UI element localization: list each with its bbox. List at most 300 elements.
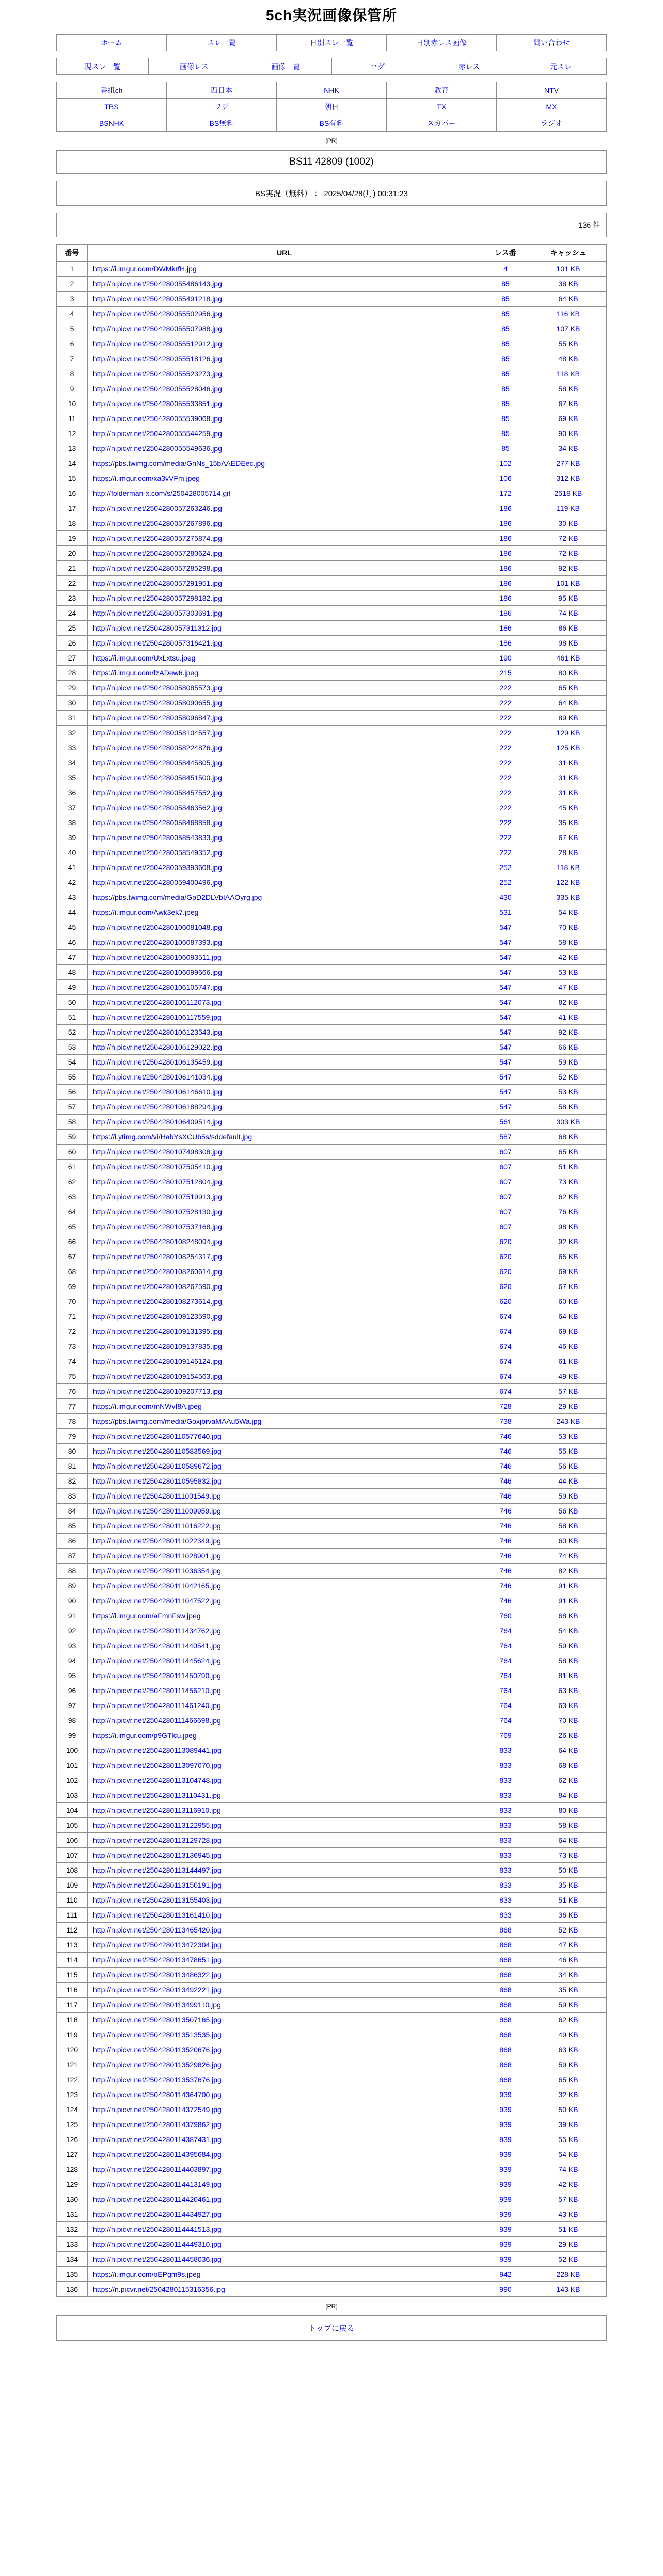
res-number-link[interactable]: 222 xyxy=(499,803,512,812)
channel-item[interactable] xyxy=(497,82,607,99)
image-url-link[interactable]: http://n.picvr.net/2504280111440541.jpg xyxy=(93,1641,221,1650)
cache-size-link[interactable]: 35 KB xyxy=(558,1881,578,1889)
res-number-link[interactable]: 186 xyxy=(499,609,512,617)
image-url-link[interactable]: http://n.picvr.net/2504280113116910.jpg xyxy=(93,1806,221,1814)
res-number-link[interactable]: 833 xyxy=(499,1851,512,1859)
channel-link[interactable]: 教育 xyxy=(434,86,449,94)
cache-size-link[interactable]: 63 KB xyxy=(558,2046,578,2054)
image-url-link[interactable]: http://n.picvr.net/2504280057267896.jpg xyxy=(93,519,222,527)
res-number-link[interactable]: 222 xyxy=(499,684,512,692)
res-number-link[interactable]: 222 xyxy=(499,744,512,752)
res-number-link[interactable]: 868 xyxy=(499,1986,512,1994)
cache-size-link[interactable]: 38 KB xyxy=(558,280,578,288)
image-url-link[interactable]: https://i.imgur.com/mNWvI8A.jpeg xyxy=(93,1402,202,1410)
cache-size-link[interactable]: 26 KB xyxy=(558,1731,578,1740)
res-number-link[interactable]: 172 xyxy=(499,489,512,497)
res-number-link[interactable]: 222 xyxy=(499,774,512,782)
cache-size-link[interactable]: 91 KB xyxy=(558,1582,578,1590)
cache-size-link[interactable]: 51 KB xyxy=(558,1896,578,1904)
channel-item[interactable] xyxy=(497,99,607,115)
image-url-link[interactable]: http://n.picvr.net/2504280106141034.jpg xyxy=(93,1073,222,1081)
res-number-link[interactable]: 102 xyxy=(499,459,512,468)
res-number-link[interactable]: 764 xyxy=(499,1701,512,1710)
res-number-link[interactable]: 547 xyxy=(499,1013,512,1021)
cache-size-link[interactable]: 86 KB xyxy=(558,624,578,632)
res-number-link[interactable]: 186 xyxy=(499,504,512,512)
image-url-link[interactable]: https://pbs.twimg.com/media/GnNs_15bAAEDEec.jpg xyxy=(93,459,265,468)
image-url-link[interactable]: http://n.picvr.net/2504280113472304.jpg xyxy=(93,1941,222,1949)
image-url-link[interactable]: http://n.picvr.net/2504280057311312.jpg xyxy=(93,624,222,632)
cache-size-link[interactable]: 54 KB xyxy=(558,2150,578,2159)
res-number-link[interactable]: 222 xyxy=(499,699,512,707)
cache-size-link[interactable]: 31 KB xyxy=(558,788,578,797)
res-number-link[interactable]: 746 xyxy=(499,1447,512,1455)
cache-size-link[interactable]: 59 KB xyxy=(558,1058,578,1066)
image-url-link[interactable]: http://n.picvr.net/2504280106188294.jpg xyxy=(93,1103,222,1111)
image-url-link[interactable]: http://n.picvr.net/2504280107505410.jpg xyxy=(93,1163,222,1171)
image-url-link[interactable]: http://n.picvr.net/2504280058543833.jpg xyxy=(93,833,222,842)
cache-size-link[interactable]: 57 KB xyxy=(558,2195,578,2203)
image-url-link[interactable]: http://n.picvr.net/2504280057285298.jpg xyxy=(93,564,222,572)
cache-size-link[interactable]: 118 KB xyxy=(557,863,580,872)
res-number-link[interactable]: 547 xyxy=(499,983,512,991)
cache-size-link[interactable]: 53 KB xyxy=(558,1088,578,1096)
cache-size-link[interactable]: 49 KB xyxy=(558,1372,578,1380)
image-url-link[interactable]: http://n.picvr.net/2504280111434762.jpg xyxy=(93,1627,221,1635)
cache-size-link[interactable]: 92 KB xyxy=(558,1028,578,1036)
res-number-link[interactable]: 833 xyxy=(499,1806,512,1814)
image-url-link[interactable]: http://n.picvr.net/2504280055549636.jpg xyxy=(93,444,222,453)
cache-size-link[interactable]: 68 KB xyxy=(558,1761,578,1769)
cache-size-link[interactable]: 53 KB xyxy=(558,1432,578,1440)
res-number-link[interactable]: 939 xyxy=(499,2135,512,2144)
res-number-link[interactable]: 106 xyxy=(499,474,512,482)
res-number-link[interactable]: 547 xyxy=(499,1028,512,1036)
cache-size-link[interactable]: 243 KB xyxy=(556,1417,580,1425)
image-url-link[interactable]: http://n.picvr.net/2504280106129022.jpg xyxy=(93,1043,222,1051)
image-url-link[interactable]: http://n.picvr.net/2504280106117559.jpg xyxy=(93,1013,222,1021)
cache-size-link[interactable]: 82 KB xyxy=(558,998,578,1006)
cache-size-link[interactable]: 31 KB xyxy=(558,759,578,767)
res-number-link[interactable]: 746 xyxy=(499,1462,512,1470)
image-url-link[interactable]: http://n.picvr.net/2504280106112073.jpg xyxy=(93,998,222,1006)
image-url-link[interactable]: http://n.picvr.net/2504280111016222.jpg xyxy=(93,1522,221,1530)
cache-size-link[interactable]: 29 KB xyxy=(558,1402,578,1410)
res-number-link[interactable]: 607 xyxy=(499,1163,512,1171)
cache-size-link[interactable]: 118 KB xyxy=(557,369,580,378)
res-number-link[interactable]: 547 xyxy=(499,1058,512,1066)
channel-item[interactable] xyxy=(57,115,167,132)
cache-size-link[interactable]: 73 KB xyxy=(558,1851,578,1859)
image-url-link[interactable]: http://n.picvr.net/2504280111042165.jpg xyxy=(93,1582,221,1590)
cache-size-link[interactable]: 72 KB xyxy=(558,549,578,557)
res-number-link[interactable]: 939 xyxy=(499,2180,512,2188)
cache-size-link[interactable]: 122 KB xyxy=(556,878,580,887)
image-url-link[interactable]: http://n.picvr.net/2504280109131395.jpg xyxy=(93,1327,222,1335)
image-url-link[interactable]: http://n.picvr.net/2504280113097070.jpg xyxy=(93,1761,222,1769)
res-number-link[interactable]: 587 xyxy=(499,1133,512,1141)
res-number-link[interactable]: 833 xyxy=(499,1746,512,1754)
res-number-link[interactable]: 547 xyxy=(499,953,512,961)
res-number-link[interactable]: 769 xyxy=(499,1731,512,1740)
image-url-link[interactable]: http://n.picvr.net/2504280114458036.jpg xyxy=(93,2255,222,2263)
res-number-link[interactable]: 764 xyxy=(499,1686,512,1695)
image-url-link[interactable]: http://n.picvr.net/2504280057291951.jpg xyxy=(93,579,222,587)
res-number-link[interactable]: 186 xyxy=(499,564,512,572)
res-number-link[interactable]: 833 xyxy=(499,1896,512,1904)
cache-size-link[interactable]: 312 KB xyxy=(556,474,580,482)
back-to-top-box[interactable] xyxy=(56,2315,607,2341)
image-url-link[interactable]: http://n.picvr.net/2504280109146124.jpg xyxy=(93,1357,222,1365)
menu-item[interactable] xyxy=(277,35,387,51)
cache-size-link[interactable]: 56 KB xyxy=(558,1462,578,1470)
res-number-link[interactable]: 939 xyxy=(499,2120,512,2129)
image-url-link[interactable]: http://n.picvr.net/2504280055518126.jpg xyxy=(93,355,222,363)
cache-size-link[interactable]: 65 KB xyxy=(558,684,578,692)
image-url-link[interactable]: http://n.picvr.net/2504280110595832.jpg xyxy=(93,1477,222,1485)
cache-size-link[interactable]: 44 KB xyxy=(558,1477,578,1485)
image-url-link[interactable]: http://n.picvr.net/2504280055544259.jpg xyxy=(93,429,222,438)
res-number-link[interactable]: 607 xyxy=(499,1208,512,1216)
res-number-link[interactable]: 222 xyxy=(499,788,512,797)
cache-size-link[interactable]: 81 KB xyxy=(558,1671,578,1680)
cache-size-link[interactable]: 34 KB xyxy=(558,1971,578,1979)
res-number-link[interactable]: 186 xyxy=(499,579,512,587)
cache-size-link[interactable]: 107 KB xyxy=(556,325,580,333)
image-url-link[interactable]: https://pbs.twimg.com/media/GoxjbrvaMAAu5Wa.jpg xyxy=(93,1417,262,1425)
cache-size-link[interactable]: 62 KB xyxy=(558,1776,578,1784)
res-number-link[interactable]: 764 xyxy=(499,1627,512,1635)
cache-size-link[interactable]: 55 KB xyxy=(558,340,578,348)
image-url-link[interactable]: http://n.picvr.net/2504280058463562.jpg xyxy=(93,803,222,812)
res-number-link[interactable]: 252 xyxy=(499,863,512,872)
image-url-link[interactable]: http://n.picvr.net/2504280055523273.jpg xyxy=(93,369,222,378)
image-url-link[interactable]: http://n.picvr.net/2504280111009959.jpg xyxy=(93,1507,221,1515)
cache-size-link[interactable]: 60 KB xyxy=(558,1297,578,1306)
res-number-link[interactable]: 186 xyxy=(499,639,512,647)
res-number-link[interactable]: 85 xyxy=(501,340,510,348)
cache-size-link[interactable]: 43 KB xyxy=(558,2210,578,2218)
cache-size-link[interactable]: 73 KB xyxy=(558,1178,578,1186)
image-url-link[interactable]: http://n.picvr.net/2504280057280624.jpg xyxy=(93,549,222,557)
image-url-link[interactable]: http://n.picvr.net/2504280113465420.jpg xyxy=(93,1926,222,1934)
image-url-link[interactable]: http://n.picvr.net/2504280113507165.jpg xyxy=(93,2016,222,2024)
cache-size-link[interactable]: 41 KB xyxy=(558,1013,578,1021)
submenu-item[interactable] xyxy=(240,58,332,75)
cache-size-link[interactable]: 68 KB xyxy=(558,1612,578,1620)
res-number-link[interactable]: 531 xyxy=(499,908,512,916)
cache-size-link[interactable]: 35 KB xyxy=(558,1986,578,1994)
channel-item[interactable] xyxy=(277,99,387,115)
submenu-item[interactable] xyxy=(423,58,515,75)
res-number-link[interactable]: 222 xyxy=(499,848,512,857)
image-url-link[interactable]: http://n.picvr.net/2504280057263246.jpg xyxy=(93,504,222,512)
cache-size-link[interactable]: 62 KB xyxy=(558,2016,578,2024)
cache-size-link[interactable]: 65 KB xyxy=(558,1148,578,1156)
cache-size-link[interactable]: 90 KB xyxy=(558,429,578,438)
submenu-item-link[interactable]: 画像一覧 xyxy=(271,62,301,71)
image-url-link[interactable]: http://n.picvr.net/2504280106099666.jpg xyxy=(93,968,222,976)
cache-size-link[interactable]: 70 KB xyxy=(558,923,578,931)
res-number-link[interactable]: 868 xyxy=(499,1971,512,1979)
res-number-link[interactable]: 868 xyxy=(499,1941,512,1949)
image-url-link[interactable]: http://n.picvr.net/2504280114395684.jpg xyxy=(93,2150,222,2159)
cache-size-link[interactable]: 129 KB xyxy=(556,729,580,737)
res-number-link[interactable]: 85 xyxy=(501,429,510,438)
res-number-link[interactable]: 942 xyxy=(499,2270,512,2278)
image-url-link[interactable]: http://n.picvr.net/2504280057316421.jpg xyxy=(93,639,222,647)
menu-item-link[interactable]: 日別赤レス画像 xyxy=(416,38,467,47)
cache-size-link[interactable]: 28 KB xyxy=(558,848,578,857)
cache-size-link[interactable]: 101 KB xyxy=(556,579,580,587)
channel-item[interactable] xyxy=(57,82,167,99)
submenu-item-link[interactable]: 画像レス xyxy=(179,62,209,71)
image-url-link[interactable]: http://n.picvr.net/2504280058085573.jpg xyxy=(93,684,222,692)
channel-link[interactable]: NHK xyxy=(324,86,339,94)
res-number-link[interactable]: 547 xyxy=(499,1103,512,1111)
res-number-link[interactable]: 607 xyxy=(499,1222,512,1231)
image-url-link[interactable]: http://n.picvr.net/2504280058090655.jpg xyxy=(93,699,222,707)
cache-size-link[interactable]: 54 KB xyxy=(558,908,578,916)
res-number-link[interactable]: 620 xyxy=(499,1282,512,1291)
menu-item-link[interactable]: 問い合わせ xyxy=(533,38,570,47)
cache-size-link[interactable]: 69 KB xyxy=(558,1327,578,1335)
res-number-link[interactable]: 939 xyxy=(499,2105,512,2114)
image-url-link[interactable]: https://i.imgur.com/Awk3ek7.jpeg xyxy=(93,908,199,916)
image-url-link[interactable]: http://n.picvr.net/2504280106123543.jpg xyxy=(93,1028,222,1036)
cache-size-link[interactable]: 64 KB xyxy=(558,1836,578,1844)
cache-size-link[interactable]: 80 KB xyxy=(558,1806,578,1814)
image-url-link[interactable]: http://n.picvr.net/2504280113155403.jpg xyxy=(93,1896,222,1904)
cache-size-link[interactable]: 95 KB xyxy=(558,594,578,602)
image-url-link[interactable]: http://n.picvr.net/2504280114403897.jpg xyxy=(93,2165,222,2174)
back-to-top-link[interactable]: トップに戻る xyxy=(308,2324,355,2333)
res-number-link[interactable]: 85 xyxy=(501,280,510,288)
cache-size-link[interactable]: 84 KB xyxy=(558,1791,578,1799)
image-url-link[interactable]: http://n.picvr.net/2504280113122955.jpg xyxy=(93,1821,222,1829)
image-url-link[interactable]: http://n.picvr.net/2504280107512804.jpg xyxy=(93,1178,222,1186)
image-url-link[interactable]: http://n.picvr.net/2504280107519913.jpg xyxy=(93,1193,222,1201)
res-number-link[interactable]: 939 xyxy=(499,2090,512,2099)
cache-size-link[interactable]: 58 KB xyxy=(558,384,578,393)
image-url-link[interactable]: http://n.picvr.net/2504280111456210.jpg xyxy=(93,1686,221,1695)
cache-size-link[interactable]: 64 KB xyxy=(558,295,578,303)
res-number-link[interactable]: 620 xyxy=(499,1252,512,1261)
cache-size-link[interactable]: 76 KB xyxy=(558,1208,578,1216)
image-url-link[interactable]: http://n.picvr.net/2504280110583569.jpg xyxy=(93,1447,222,1455)
res-number-link[interactable]: 746 xyxy=(499,1522,512,1530)
image-url-link[interactable]: http://n.picvr.net/2504280055512912.jpg xyxy=(93,340,222,348)
res-number-link[interactable]: 186 xyxy=(499,594,512,602)
image-url-link[interactable]: http://n.picvr.net/2504280055528046.jpg xyxy=(93,384,222,393)
cache-size-link[interactable]: 46 KB xyxy=(558,1956,578,1964)
image-url-link[interactable]: http://folderman-x.com/s/250428005714.gif xyxy=(93,489,231,497)
cache-size-link[interactable]: 116 KB xyxy=(557,310,580,318)
res-number-link[interactable]: 607 xyxy=(499,1148,512,1156)
res-number-link[interactable]: 674 xyxy=(499,1342,512,1350)
channel-link[interactable]: BSNHK xyxy=(99,119,124,127)
res-number-link[interactable]: 186 xyxy=(499,624,512,632)
res-number-link[interactable]: 746 xyxy=(499,1477,512,1485)
res-number-link[interactable]: 547 xyxy=(499,968,512,976)
res-number-link[interactable]: 833 xyxy=(499,1761,512,1769)
res-number-link[interactable]: 674 xyxy=(499,1327,512,1335)
cache-size-link[interactable]: 52 KB xyxy=(558,1073,578,1081)
submenu-item-link[interactable]: 赤レス xyxy=(458,62,480,71)
cache-size-link[interactable]: 64 KB xyxy=(558,699,578,707)
channel-item[interactable] xyxy=(387,99,497,115)
image-url-link[interactable]: https://pbs.twimg.com/media/GpD2DLVbIAAOyrg.jpg xyxy=(93,893,262,901)
channel-item[interactable] xyxy=(277,115,387,132)
res-number-link[interactable]: 868 xyxy=(499,2046,512,2054)
res-number-link[interactable]: 186 xyxy=(499,549,512,557)
menu-item-link[interactable]: スレ一覧 xyxy=(207,38,236,47)
res-number-link[interactable]: 85 xyxy=(501,369,510,378)
res-number-link[interactable]: 85 xyxy=(501,325,510,333)
image-url-link[interactable]: http://n.picvr.net/2504280111047522.jpg xyxy=(93,1597,221,1605)
res-number-link[interactable]: 833 xyxy=(499,1911,512,1919)
cache-size-link[interactable]: 277 KB xyxy=(556,459,580,468)
res-number-link[interactable]: 833 xyxy=(499,1821,512,1829)
image-url-link[interactable]: http://n.picvr.net/2504280059400496.jpg xyxy=(93,878,222,887)
cache-size-link[interactable]: 101 KB xyxy=(556,265,580,273)
cache-size-link[interactable]: 46 KB xyxy=(558,1342,578,1350)
image-url-link[interactable]: http://n.picvr.net/2504280111001549.jpg xyxy=(93,1492,221,1500)
cache-size-link[interactable]: 58 KB xyxy=(558,1522,578,1530)
cache-size-link[interactable]: 55 KB xyxy=(558,2135,578,2144)
cache-size-link[interactable]: 58 KB xyxy=(558,1821,578,1829)
cache-size-link[interactable]: 39 KB xyxy=(558,2120,578,2129)
image-url-link[interactable]: http://n.picvr.net/2504280107528130.jpg xyxy=(93,1208,222,1216)
submenu-item[interactable] xyxy=(332,58,423,75)
channel-item[interactable] xyxy=(387,82,497,99)
image-url-link[interactable]: http://n.picvr.net/2504280106409514.jpg xyxy=(93,1118,222,1126)
image-url-link[interactable]: http://n.picvr.net/2504280058468858.jpg xyxy=(93,818,222,827)
res-number-link[interactable]: 547 xyxy=(499,1043,512,1051)
cache-size-link[interactable]: 47 KB xyxy=(558,983,578,991)
image-url-link[interactable]: http://n.picvr.net/2504280113129728.jpg xyxy=(93,1836,222,1844)
channel-link[interactable]: ラジオ xyxy=(541,119,562,127)
channel-item[interactable] xyxy=(57,99,167,115)
image-url-link[interactable]: http://n.picvr.net/2504280113136945.jpg xyxy=(93,1851,222,1859)
image-url-link[interactable]: http://n.picvr.net/2504280113529826.jpg xyxy=(93,2060,222,2069)
image-url-link[interactable]: http://n.picvr.net/2504280058224876.jpg xyxy=(93,744,222,752)
image-url-link[interactable]: http://n.picvr.net/2504280113104748.jpg xyxy=(93,1776,222,1784)
image-url-link[interactable]: http://n.picvr.net/2504280055491218.jpg xyxy=(93,295,222,303)
image-url-link[interactable]: https://i.ytimg.com/vi/HabYsXCUb5s/sddefault.jpg xyxy=(93,1133,252,1141)
cache-size-link[interactable]: 62 KB xyxy=(558,1193,578,1201)
image-url-link[interactable]: http://n.picvr.net/2504280114387431.jpg xyxy=(93,2135,222,2144)
image-url-link[interactable]: http://n.picvr.net/2504280058096847.jpg xyxy=(93,714,222,722)
cache-size-link[interactable]: 48 KB xyxy=(558,355,578,363)
channel-link[interactable]: 朝日 xyxy=(324,102,339,111)
cache-size-link[interactable]: 72 KB xyxy=(558,534,578,542)
image-url-link[interactable]: http://n.picvr.net/2504280113492221.jpg xyxy=(93,1986,222,1994)
image-url-link[interactable]: http://n.picvr.net/2504280058445805.jpg xyxy=(93,759,222,767)
image-url-link[interactable]: http://n.picvr.net/2504280108248094.jpg xyxy=(93,1237,222,1246)
cache-size-link[interactable]: 92 KB xyxy=(558,1237,578,1246)
res-number-link[interactable]: 620 xyxy=(499,1297,512,1306)
image-url-link[interactable]: https://i.imgur.com/DWMkrfH.jpg xyxy=(93,265,197,273)
image-url-link[interactable]: http://n.picvr.net/2504280111022349.jpg xyxy=(93,1537,221,1545)
cache-size-link[interactable]: 65 KB xyxy=(558,2075,578,2084)
channel-item[interactable] xyxy=(387,115,497,132)
res-number-link[interactable]: 190 xyxy=(499,654,512,662)
image-url-link[interactable]: http://n.picvr.net/2504280106135459.jpg xyxy=(93,1058,222,1066)
res-number-link[interactable]: 833 xyxy=(499,1776,512,1784)
image-url-link[interactable]: http://n.picvr.net/2504280106087393.jpg xyxy=(93,938,222,946)
res-number-link[interactable]: 674 xyxy=(499,1372,512,1380)
res-number-link[interactable]: 222 xyxy=(499,759,512,767)
channel-item[interactable] xyxy=(167,99,277,115)
image-url-link[interactable]: https://i.imgur.com/fzADew6.jpeg xyxy=(93,669,198,677)
res-number-link[interactable]: 764 xyxy=(499,1656,512,1665)
image-url-link[interactable]: http://n.picvr.net/2504280111445624.jpg xyxy=(93,1656,221,1665)
res-number-link[interactable]: 746 xyxy=(499,1492,512,1500)
menu-item-link[interactable]: 日別スレ一覧 xyxy=(310,38,353,47)
channel-link[interactable]: MX xyxy=(546,102,557,111)
menu-item[interactable] xyxy=(497,35,607,51)
res-number-link[interactable]: 939 xyxy=(499,2195,512,2203)
cache-size-link[interactable]: 32 KB xyxy=(558,2090,578,2099)
res-number-link[interactable]: 939 xyxy=(499,2225,512,2233)
cache-size-link[interactable]: 63 KB xyxy=(558,1686,578,1695)
cache-size-link[interactable]: 34 KB xyxy=(558,444,578,453)
cache-size-link[interactable]: 58 KB xyxy=(558,938,578,946)
cache-size-link[interactable]: 67 KB xyxy=(558,833,578,842)
menu-item[interactable] xyxy=(57,35,167,51)
submenu-item-link[interactable]: 現スレ一覧 xyxy=(84,62,121,71)
cache-size-link[interactable]: 35 KB xyxy=(558,818,578,827)
cache-size-link[interactable]: 119 KB xyxy=(557,504,580,512)
res-number-link[interactable]: 764 xyxy=(499,1641,512,1650)
res-number-link[interactable]: 746 xyxy=(499,1567,512,1575)
cache-size-link[interactable]: 50 KB xyxy=(558,1866,578,1874)
submenu-item[interactable] xyxy=(57,58,149,75)
cache-size-link[interactable]: 143 KB xyxy=(556,2285,580,2293)
cache-size-link[interactable]: 49 KB xyxy=(558,2031,578,2039)
res-number-link[interactable]: 746 xyxy=(499,1582,512,1590)
image-url-link[interactable]: http://n.picvr.net/2504280113520676.jpg xyxy=(93,2046,222,2054)
res-number-link[interactable]: 939 xyxy=(499,2150,512,2159)
res-number-link[interactable]: 868 xyxy=(499,1956,512,1964)
res-number-link[interactable]: 85 xyxy=(501,355,510,363)
image-url-link[interactable]: http://n.picvr.net/2504280109207713.jpg xyxy=(93,1387,222,1395)
res-number-link[interactable]: 85 xyxy=(501,295,510,303)
res-number-link[interactable]: 746 xyxy=(499,1507,512,1515)
res-number-link[interactable]: 833 xyxy=(499,1836,512,1844)
res-number-link[interactable]: 222 xyxy=(499,833,512,842)
cache-size-link[interactable]: 60 KB xyxy=(558,1537,578,1545)
submenu-item[interactable] xyxy=(148,58,240,75)
res-number-link[interactable]: 607 xyxy=(499,1178,512,1186)
res-number-link[interactable]: 868 xyxy=(499,2075,512,2084)
cache-size-link[interactable]: 51 KB xyxy=(558,1163,578,1171)
image-url-link[interactable]: http://n.picvr.net/2504280106093511.jpg xyxy=(93,953,222,961)
cache-size-link[interactable]: 57 KB xyxy=(558,1387,578,1395)
image-url-link[interactable]: http://n.picvr.net/2504280057303691.jpg xyxy=(93,609,222,617)
res-number-link[interactable]: 746 xyxy=(499,1597,512,1605)
cache-size-link[interactable]: 64 KB xyxy=(558,1312,578,1321)
channel-link[interactable]: スカパー xyxy=(427,119,456,127)
image-url-link[interactable]: http://n.picvr.net/2504280113513535.jpg xyxy=(93,2031,222,2039)
cache-size-link[interactable]: 53 KB xyxy=(558,968,578,976)
channel-link[interactable]: BS無料 xyxy=(209,119,234,127)
image-url-link[interactable]: https://i.imgur.com/aFmnFsw.jpeg xyxy=(93,1612,201,1620)
cache-size-link[interactable]: 228 KB xyxy=(556,2270,580,2278)
image-url-link[interactable]: http://n.picvr.net/2504280108273614.jpg xyxy=(93,1297,222,1306)
res-number-link[interactable]: 939 xyxy=(499,2255,512,2263)
